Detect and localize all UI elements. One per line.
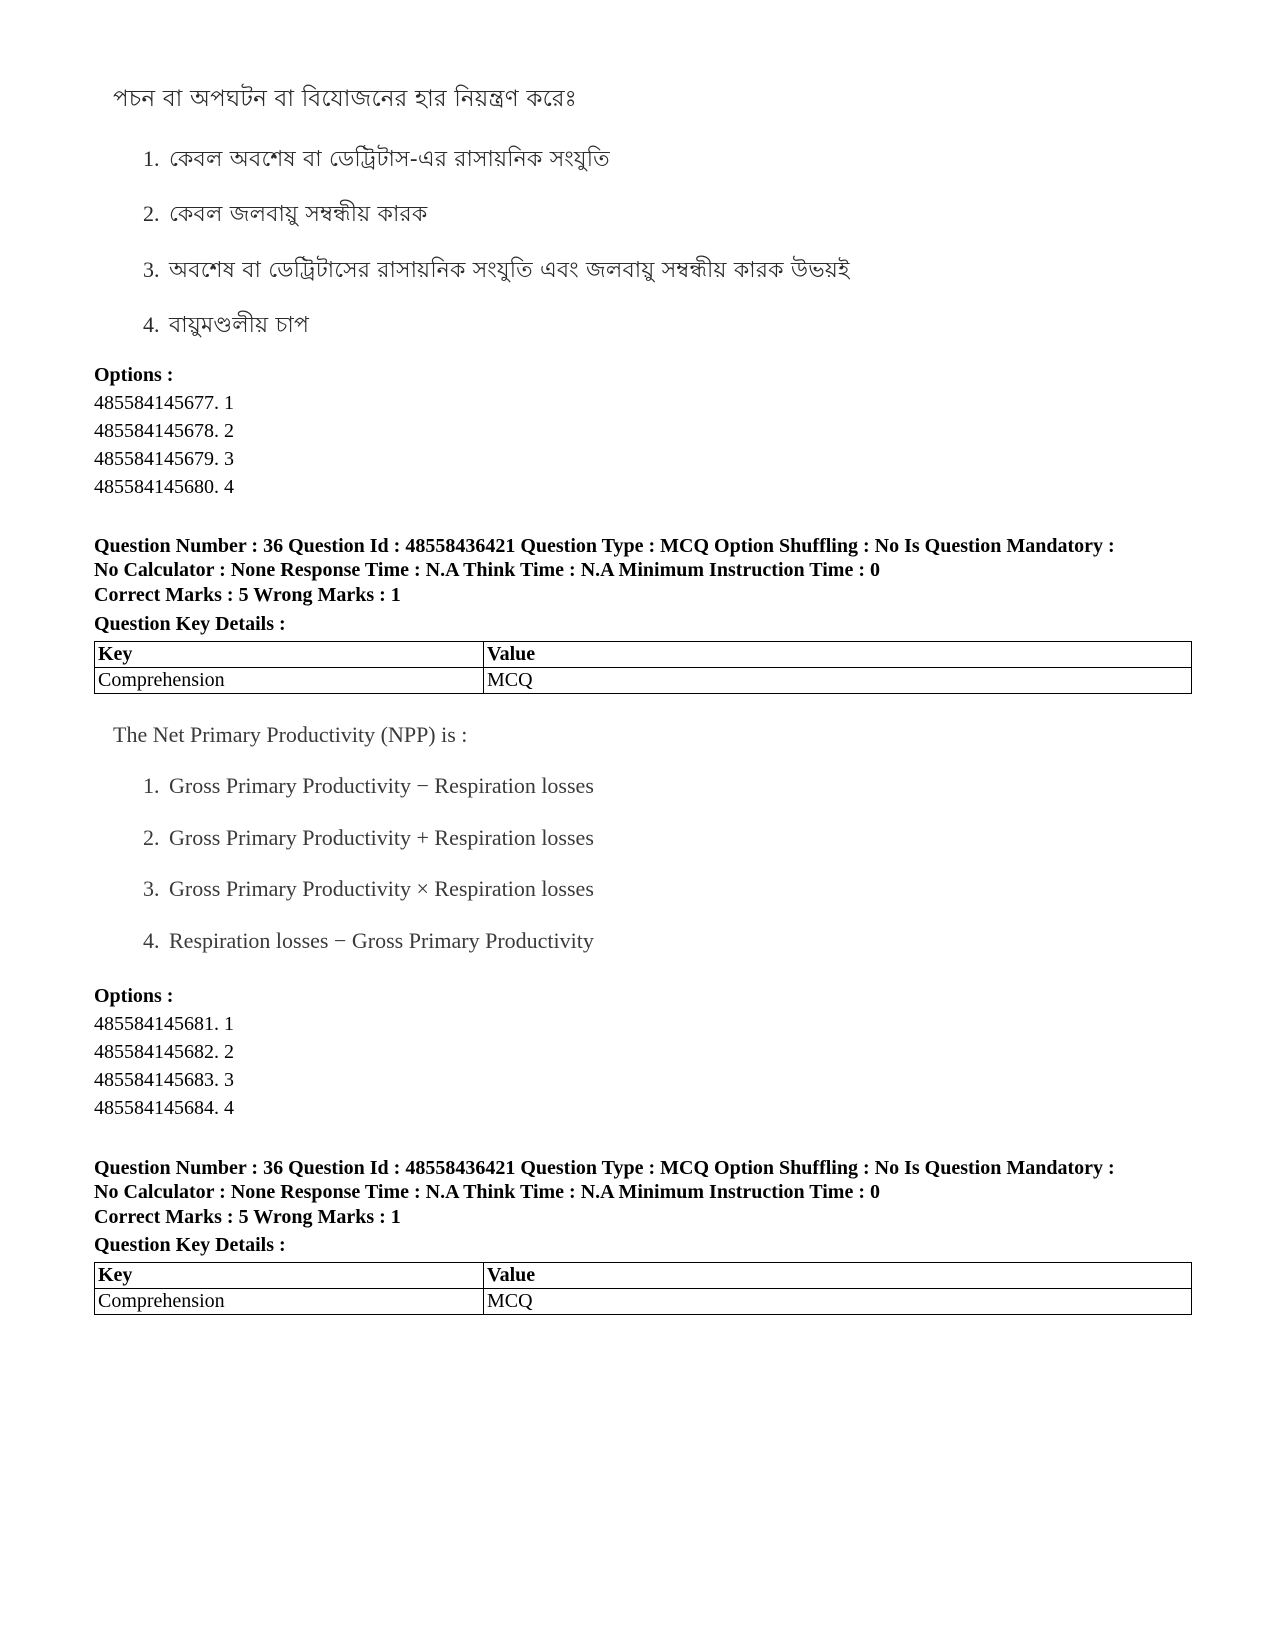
option-item: 485584145682. 2	[94, 1041, 234, 1063]
options-list	[94, 361, 234, 501]
choice-item: 2. কেবল জলবায়ু সম্বন্ধীয় কারক	[143, 201, 428, 227]
option-item: 485584145681. 1	[94, 1013, 234, 1035]
meta-line-1: Question Number : 36 Question Id : 48558436421 Question Type : MCQ Option Shuffling : No Is Question Mandatory :	[94, 535, 1115, 557]
question-image-bengali	[113, 84, 850, 338]
choice-item: 1. Gross Primary Productivity − Respiration losses	[143, 773, 594, 798]
meta-line-2: No Calculator : None Response Time : N.A Think Time : N.A Minimum Instruction Time : 0	[94, 1181, 880, 1203]
choice-item: 1. কেবল অবশেষ বা ডেট্রিটাস-এর রাসায়নিক সংযুতি	[143, 146, 610, 172]
question-stem: পচন বা অপঘটন বা বিযোজনের হার নিয়ন্ত্রণ করেঃ	[113, 86, 577, 112]
option-item: 485584145684. 4	[94, 1097, 234, 1119]
choice-item: 4. Respiration losses − Gross Primary Productivity	[143, 928, 594, 953]
choice-item: 3. অবশেষ বা ডেট্রিটাসের রাসায়নিক সংযুতি এবং জলবায়ু সম্বন্ধীয় কারক উভয়ই	[143, 257, 850, 283]
table-row	[95, 1289, 1192, 1315]
table-row	[95, 668, 1192, 694]
options-list	[94, 982, 234, 1122]
question-image-english	[113, 720, 594, 953]
choice-item: 2. Gross Primary Productivity + Respiration losses	[143, 825, 594, 850]
option-item: 485584145679. 3	[94, 448, 234, 470]
meta-line-1: Question Number : 36 Question Id : 48558436421 Question Type : MCQ Option Shuffling : No Is Question Mandatory :	[94, 1157, 1115, 1179]
meta-line-2: No Calculator : None Response Time : N.A Think Time : N.A Minimum Instruction Time : 0	[94, 559, 880, 581]
key-details-heading: Question Key Details :	[94, 1234, 286, 1256]
question-stem: The Net Primary Productivity (NPP) is :	[113, 722, 468, 747]
table-header-key: Key	[95, 1263, 484, 1289]
table-header-row	[95, 642, 1192, 668]
choice-item: 4. বায়ুমণ্ডলীয় চাপ	[143, 312, 310, 338]
options-label: Options :	[94, 985, 174, 1007]
key-details-heading: Question Key Details :	[94, 613, 286, 635]
key-details-table	[94, 641, 1192, 694]
option-item: 485584145683. 3	[94, 1069, 234, 1091]
table-header-row	[95, 1263, 1192, 1289]
choice-item: 3. Gross Primary Productivity × Respiration losses	[143, 876, 594, 901]
options-label: Options :	[94, 364, 174, 386]
option-item: 485584145680. 4	[94, 476, 234, 498]
table-cell-value: MCQ	[484, 668, 1192, 694]
table-cell-key: Comprehension	[95, 668, 484, 694]
marks-line: Correct Marks : 5 Wrong Marks : 1	[94, 1206, 401, 1228]
option-item: 485584145678. 2	[94, 420, 234, 442]
table-cell-value: MCQ	[484, 1289, 1192, 1315]
table-header-value: Value	[484, 1263, 1192, 1289]
marks-line: Correct Marks : 5 Wrong Marks : 1	[94, 584, 401, 606]
question-meta	[94, 534, 1194, 582]
table-cell-key: Comprehension	[95, 1289, 484, 1315]
table-header-value: Value	[484, 642, 1192, 668]
option-item: 485584145677. 1	[94, 392, 234, 414]
key-details-table	[94, 1262, 1192, 1315]
table-header-key: Key	[95, 642, 484, 668]
question-meta	[94, 1156, 1194, 1204]
